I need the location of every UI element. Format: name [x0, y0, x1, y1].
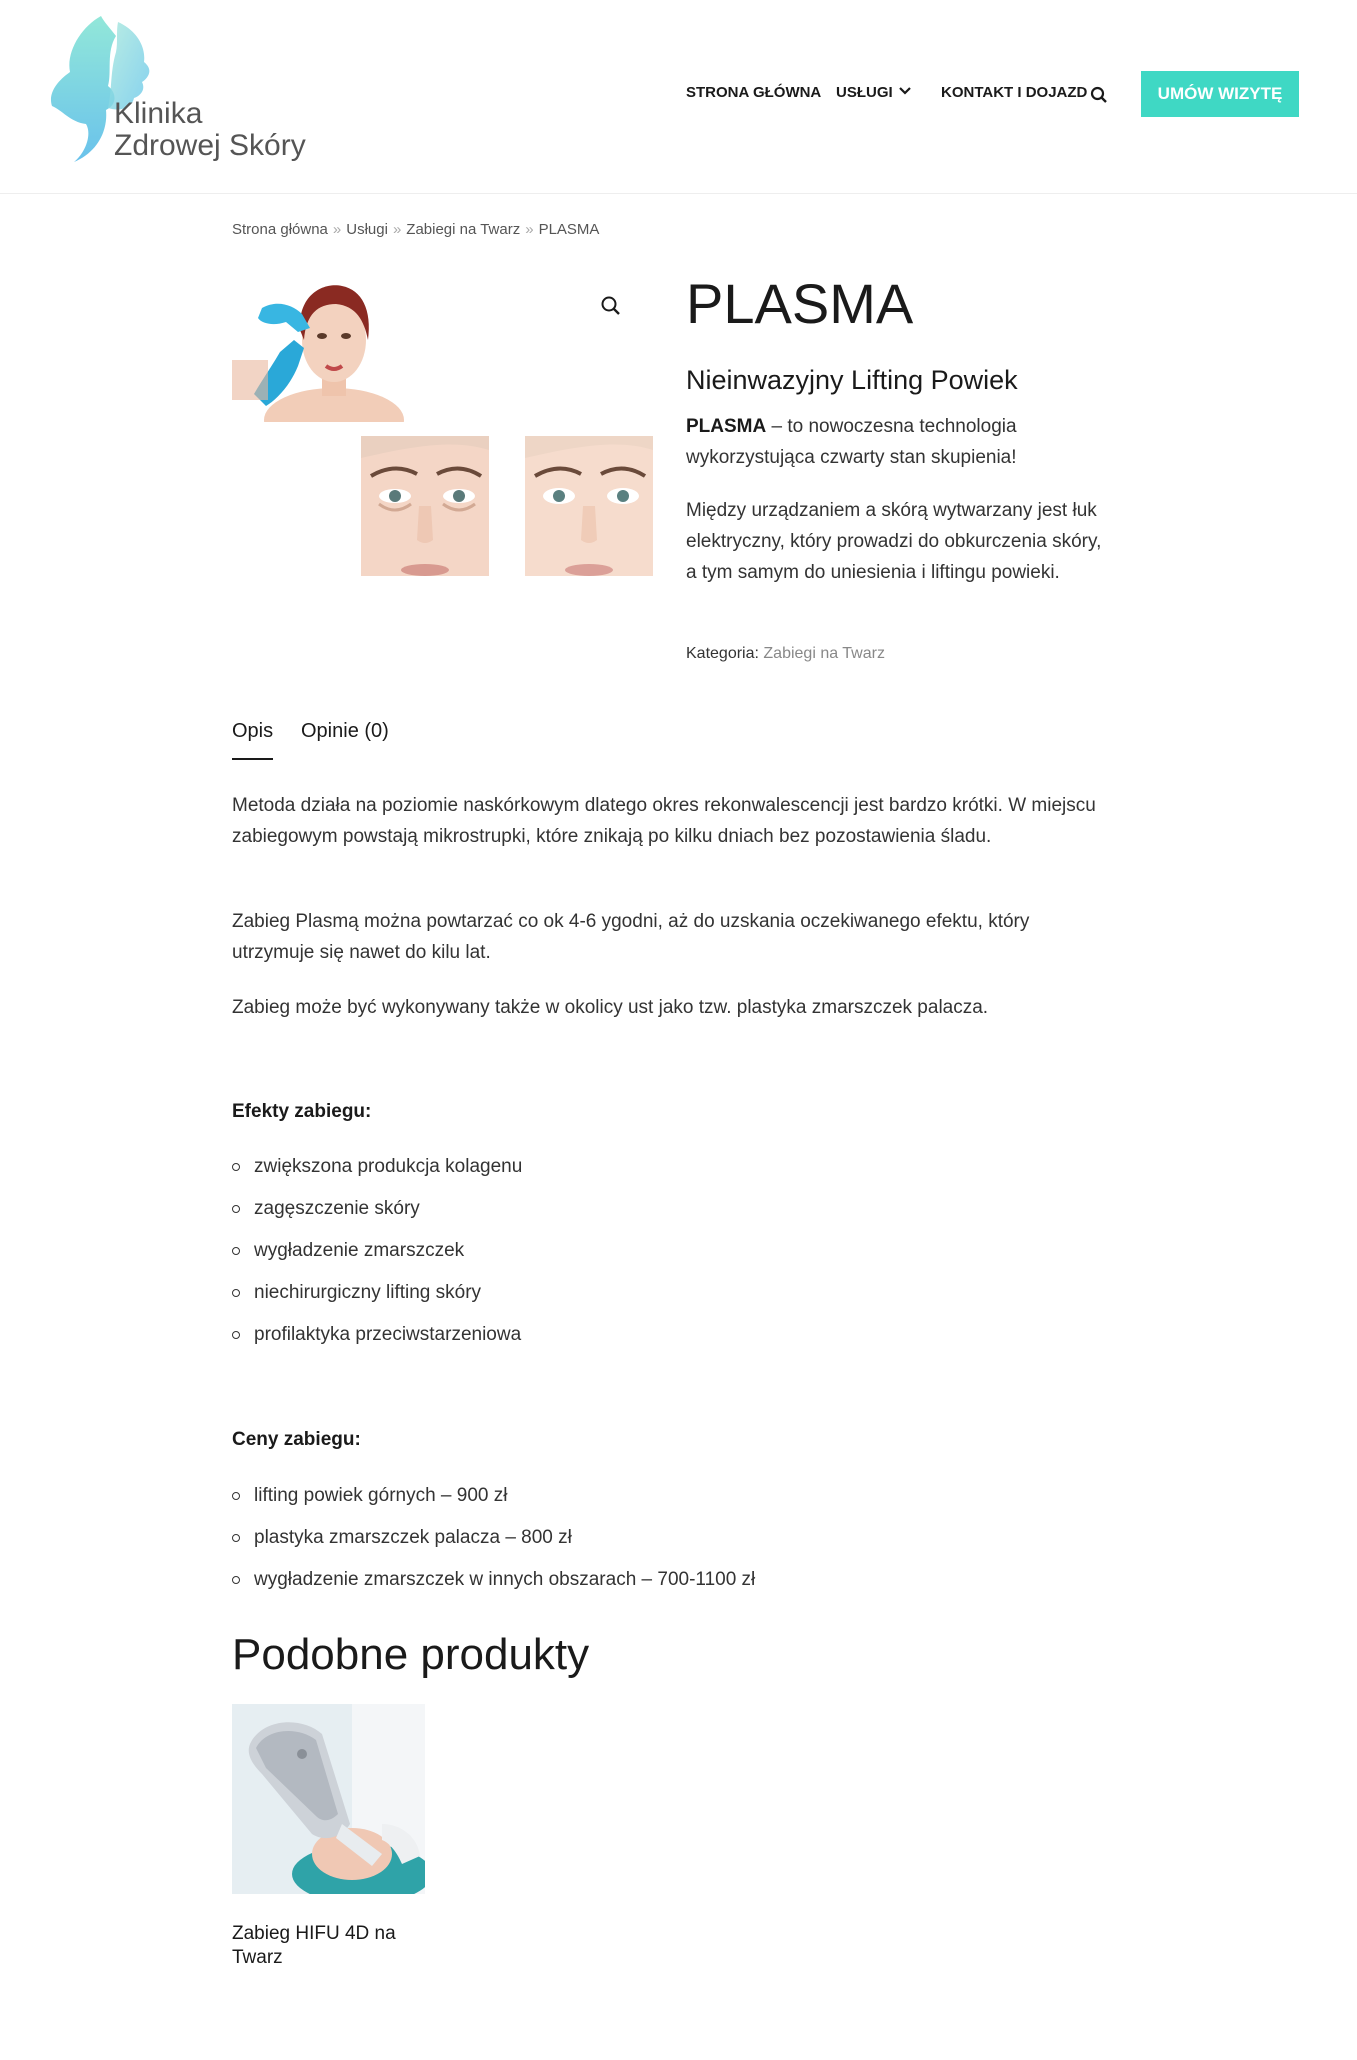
list-item: niechirurgiczny lifting skóry — [232, 1281, 522, 1323]
product-thumbnail-before[interactable] — [361, 436, 489, 576]
description-paragraph-1: Metoda działa na poziomie naskórkowym dlatego okres rekonwalescencji jest bardzo krótki. W miejscu zabiegowym powstają mikrostrupki, które znikają po kilku dniach bez pozostawienia śladu. — [232, 795, 1096, 847]
product-short-description-2: Między urządzaniem a skórą wytwarzany jest łuk elektryczny, który prowadzi do obkurczenia skóry, a tym samym do uniesienia i liftingu powieki. — [686, 500, 1102, 583]
nav-item-home[interactable]: STRONA GŁÓWNA — [686, 84, 822, 101]
product-short-description-1 — [686, 411, 1106, 473]
active-tab-indicator — [232, 758, 273, 760]
breadcrumb-category[interactable]: Zabiegi na Twarz — [406, 221, 521, 238]
list-item: wygładzenie zmarszczek w innych obszarach – 700-1100 zł — [232, 1568, 755, 1610]
zoom-icon[interactable] — [600, 295, 622, 317]
logo-line-1: Klinika — [114, 97, 203, 130]
related-products-heading: Podobne produkty — [232, 1630, 590, 1679]
tab-description[interactable]: Opis — [232, 720, 274, 742]
related-product-image[interactable] — [232, 1704, 425, 1894]
breadcrumb-current: PLASMA — [538, 221, 600, 238]
effects-list — [232, 1155, 522, 1365]
product-subtitle: Nieinwazyjny Lifting Powiek — [686, 365, 1018, 395]
product-thumbnail-after[interactable] — [525, 436, 653, 576]
effects-heading: Efekty zabiegu: — [232, 1101, 372, 1122]
list-item: lifting powiek górnych – 900 zł — [232, 1484, 755, 1526]
description-paragraph-3: Zabieg może być wykonywany także w okolicy ust jako tzw. plastyka zmarszczek palacza. — [232, 997, 989, 1018]
breadcrumb — [232, 221, 599, 238]
product-category — [686, 645, 885, 663]
breadcrumb-separator: » — [332, 221, 342, 238]
category-label: Kategoria: — [686, 645, 759, 662]
search-icon[interactable] — [1090, 86, 1108, 104]
breadcrumb-services[interactable]: Usługi — [346, 221, 388, 238]
product-main-image[interactable] — [232, 270, 407, 422]
tab-reviews[interactable]: Opinie (0) — [301, 720, 389, 742]
breadcrumb-home[interactable]: Strona główna — [232, 221, 328, 238]
list-item: plastyka zmarszczek palacza – 800 zł — [232, 1526, 755, 1568]
logo-line-2: Zdrowej Skóry — [114, 129, 306, 162]
list-item: zagęszczenie skóry — [232, 1197, 522, 1239]
nav-item-contact[interactable]: KONTAKT I DOJAZD — [941, 84, 1088, 101]
prices-list — [232, 1484, 755, 1610]
product-description-text: – to nowoczesna technologia wykorzystująca czwarty stan skupienia! — [686, 416, 1017, 468]
related-product-name[interactable]: Zabieg HIFU 4D na Twarz — [232, 1923, 396, 1968]
description-paragraph-2: Zabieg Plasmą można powtarzać co ok 4-6 ygodni, aż do uzskania oczekiwanego efektu, który utrzymuje się nawet do kilu lat. — [232, 911, 1030, 963]
nav-item-services[interactable]: USŁUGI — [836, 84, 893, 101]
site-header — [0, 0, 1357, 194]
breadcrumb-separator: » — [392, 221, 402, 238]
list-item: wygładzenie zmarszczek — [232, 1239, 522, 1281]
chevron-down-icon[interactable] — [898, 84, 912, 98]
category-link[interactable]: Zabiegi na Twarz — [763, 645, 885, 662]
product-name-bold: PLASMA — [686, 416, 767, 437]
breadcrumb-separator: » — [525, 221, 534, 238]
prices-heading: Ceny zabiegu: — [232, 1429, 361, 1450]
product-title: PLASMA — [686, 272, 914, 335]
book-appointment-button[interactable]: UMÓW WIZYTĘ — [1141, 71, 1299, 117]
list-item: profilaktyka przeciwstarzeniowa — [232, 1323, 522, 1365]
list-item: zwiększona produkcja kolagenu — [232, 1155, 522, 1197]
